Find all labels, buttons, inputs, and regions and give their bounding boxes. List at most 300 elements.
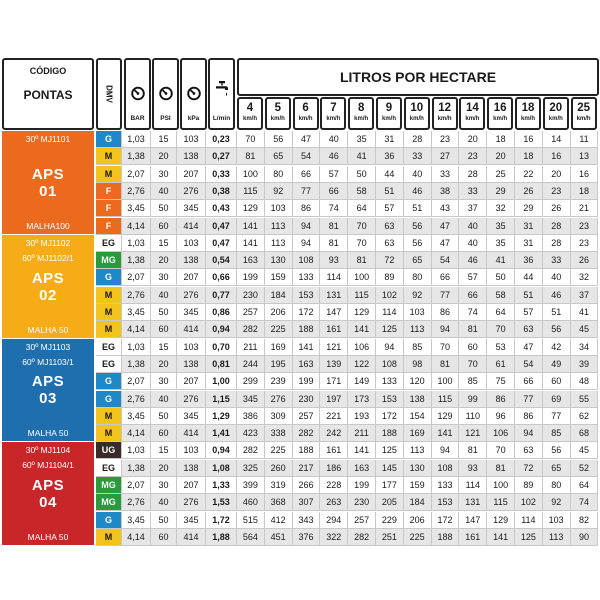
psi-cell: 15 <box>151 339 177 356</box>
liters-per-hectare-cell: 184 <box>265 287 293 304</box>
liters-per-hectare-cell: 94 <box>432 442 460 459</box>
liters-per-hectare-cell: 26 <box>571 252 599 269</box>
liters-per-hectare-cell: 31 <box>515 218 543 235</box>
speed-header-10 <box>404 97 430 130</box>
header-kpa <box>180 58 207 130</box>
liters-per-hectare-cell: 23 <box>543 183 571 200</box>
liters-per-hectare-cell: 106 <box>348 339 376 356</box>
liters-per-hectare-cell: 33 <box>459 183 487 200</box>
liters-per-hectare-cell: 103 <box>543 512 571 529</box>
liters-per-hectare-cell: 244 <box>237 356 265 373</box>
liters-per-hectare-cell: 81 <box>237 148 265 165</box>
liters-per-hectare-cell: 41 <box>487 252 515 269</box>
dmv-cell: M <box>96 148 122 165</box>
liters-per-hectare-cell: 54 <box>293 148 321 165</box>
liters-per-hectare-cell: 81 <box>459 321 487 338</box>
psi-cell: 40 <box>151 287 177 304</box>
speed-unit: km/h <box>381 116 396 122</box>
liters-per-hectare-cell: 23 <box>571 235 599 252</box>
speed-header-9 <box>376 97 402 130</box>
lmin-cell: 1,15 <box>206 391 237 408</box>
kpa-cell: 138 <box>177 148 206 165</box>
liters-per-hectare-cell: 77 <box>432 287 460 304</box>
lmin-cell: 1,72 <box>206 512 237 529</box>
speed-value: 7 <box>330 102 337 114</box>
liters-per-hectare-cell: 103 <box>265 200 293 217</box>
psi-cell: 30 <box>151 477 177 494</box>
dmv-cell: M <box>96 425 122 442</box>
liters-per-hectare-cell: 25 <box>487 166 515 183</box>
bar-cell: 3,45 <box>122 408 151 425</box>
liters-per-hectare-cell: 115 <box>348 287 376 304</box>
liters-per-hectare-cell: 282 <box>293 425 321 442</box>
psi-cell: 30 <box>151 166 177 183</box>
bar-cell: 2,07 <box>122 269 151 286</box>
lmin-cell: 1,08 <box>206 460 237 477</box>
dmv-cell: M <box>96 287 122 304</box>
liters-per-hectare-cell: 35 <box>487 218 515 235</box>
lmin-cell: 0,33 <box>206 166 237 183</box>
nozzle-code: 30º MJ1104 <box>25 445 71 456</box>
liters-per-hectare-cell: 141 <box>237 218 265 235</box>
liters-per-hectare-cell: 37 <box>571 287 599 304</box>
liters-per-hectare-cell: 309 <box>265 408 293 425</box>
liters-per-hectare-cell: 100 <box>432 373 460 390</box>
dmv-cell: EG <box>96 235 122 252</box>
liters-per-hectare-cell: 85 <box>543 425 571 442</box>
group-name: APS 01 <box>31 165 65 200</box>
liters-per-hectare-cell: 276 <box>265 391 293 408</box>
speed-value: 9 <box>385 102 393 114</box>
liters-per-hectare-cell: 188 <box>293 442 321 459</box>
header-bar <box>124 58 151 130</box>
table-row <box>96 304 599 321</box>
bar-cell: 1,38 <box>122 148 151 165</box>
liters-per-hectare-cell: 66 <box>515 373 543 390</box>
liters-per-hectare-cell: 54 <box>515 356 543 373</box>
liters-per-hectare-cell: 564 <box>237 529 265 546</box>
liters-per-hectare-cell: 110 <box>459 408 487 425</box>
litros-title: LITROS POR HECTARE <box>339 69 497 85</box>
header-kpa-label: kPa <box>187 115 200 122</box>
kpa-cell: 138 <box>177 252 206 269</box>
kpa-cell: 103 <box>177 339 206 356</box>
liters-per-hectare-cell: 299 <box>237 373 265 390</box>
liters-per-hectare-cell: 161 <box>459 529 487 546</box>
group-name: APS 04 <box>31 477 65 512</box>
liters-per-hectare-cell: 100 <box>487 477 515 494</box>
liters-per-hectare-cell: 89 <box>515 477 543 494</box>
liters-per-hectare-cell: 16 <box>543 148 571 165</box>
liters-per-hectare-cell: 171 <box>320 373 348 390</box>
speed-header-25 <box>571 97 597 130</box>
liters-per-hectare-cell: 35 <box>487 235 515 252</box>
dmv-cell: UG <box>96 442 122 459</box>
liters-per-hectare-cell: 70 <box>459 356 487 373</box>
table-row <box>96 183 599 200</box>
group-name: APS 03 <box>31 373 65 408</box>
liters-per-hectare-cell: 70 <box>432 339 460 356</box>
speed-header-7 <box>320 97 346 130</box>
liters-per-hectare-cell: 77 <box>293 183 321 200</box>
table-row <box>96 512 599 529</box>
liters-per-hectare-cell: 141 <box>348 321 376 338</box>
table-row <box>96 477 599 494</box>
lmin-cell: 0,94 <box>206 442 237 459</box>
liters-per-hectare-cell: 53 <box>487 339 515 356</box>
lmin-cell: 0,77 <box>206 287 237 304</box>
liters-per-hectare-cell: 121 <box>320 339 348 356</box>
speed-value: 8 <box>357 102 365 114</box>
nozzle-code: 30º MJ1102 <box>25 237 71 248</box>
liters-per-hectare-cell: 211 <box>237 339 265 356</box>
kpa-cell: 414 <box>177 425 206 442</box>
liters-per-hectare-cell: 257 <box>293 408 321 425</box>
mesh-label: MALHA 50 <box>27 428 69 439</box>
liters-per-hectare-cell: 65 <box>265 148 293 165</box>
dmv-cell: EG <box>96 339 122 356</box>
speed-unit: km/h <box>354 116 369 122</box>
bar-cell: 2,07 <box>122 166 151 183</box>
speed-unit: km/h <box>409 116 424 122</box>
dmv-cell: EG <box>96 356 122 373</box>
liters-per-hectare-cell: 57 <box>376 200 404 217</box>
psi-cell: 50 <box>151 408 177 425</box>
liters-per-hectare-cell: 40 <box>543 269 571 286</box>
psi-cell: 50 <box>151 200 177 217</box>
header-pontas-label: PONTAS <box>23 88 73 102</box>
kpa-cell: 276 <box>177 391 206 408</box>
mesh-label: MALHA 50 <box>27 532 69 543</box>
liters-per-hectare-cell: 139 <box>320 356 348 373</box>
liters-per-hectare-cell: 94 <box>293 235 321 252</box>
speed-header-5 <box>265 97 291 130</box>
speed-value: 20 <box>549 102 563 114</box>
liters-per-hectare-cell: 141 <box>293 339 321 356</box>
header-psi <box>152 58 179 130</box>
liters-per-hectare-cell: 113 <box>404 321 432 338</box>
liters-per-hectare-cell: 338 <box>265 425 293 442</box>
nozzle-group-aps-01 <box>2 131 94 234</box>
liters-per-hectare-cell: 37 <box>459 200 487 217</box>
liters-per-hectare-cell: 93 <box>320 252 348 269</box>
liters-per-hectare-cell: 70 <box>487 321 515 338</box>
speed-value: 6 <box>302 102 309 114</box>
liters-per-hectare-cell: 141 <box>237 235 265 252</box>
liters-per-hectare-cell: 86 <box>432 304 460 321</box>
lmin-cell: 1,00 <box>206 373 237 390</box>
liters-per-hectare-cell: 74 <box>459 304 487 321</box>
kpa-cell: 207 <box>177 373 206 390</box>
liters-per-hectare-cell: 23 <box>432 131 460 148</box>
liters-per-hectare-cell: 74 <box>571 494 599 511</box>
speed-header-12 <box>432 97 458 130</box>
psi-cell: 60 <box>151 529 177 546</box>
liters-per-hectare-cell: 172 <box>293 304 321 321</box>
liters-per-hectare-cell: 68 <box>571 425 599 442</box>
speed-unit: km/h <box>298 116 313 122</box>
liters-per-hectare-cell: 50 <box>487 269 515 286</box>
speed-unit: km/h <box>437 116 452 122</box>
liters-per-hectare-cell: 51 <box>404 200 432 217</box>
liters-per-hectare-cell: 138 <box>404 391 432 408</box>
kpa-cell: 414 <box>177 321 206 338</box>
dmv-cell: M <box>96 304 122 321</box>
nozzle-code: 60º MJ1103/1 <box>22 356 74 367</box>
liters-per-hectare-cell: 94 <box>432 321 460 338</box>
liters-per-hectare-cell: 92 <box>404 287 432 304</box>
dmv-cell: MG <box>96 477 122 494</box>
kpa-cell: 414 <box>177 218 206 235</box>
lmin-cell: 0,70 <box>206 339 237 356</box>
liters-per-hectare-cell: 38 <box>432 183 460 200</box>
liters-per-hectare-cell: 72 <box>376 252 404 269</box>
lmin-cell: 0,47 <box>206 218 237 235</box>
liters-per-hectare-cell: 113 <box>265 235 293 252</box>
liters-per-hectare-cell: 282 <box>237 321 265 338</box>
liters-per-hectare-cell: 42 <box>543 339 571 356</box>
liters-per-hectare-cell: 159 <box>265 269 293 286</box>
liters-per-hectare-cell: 27 <box>432 148 460 165</box>
liters-per-hectare-cell: 56 <box>543 442 571 459</box>
liters-per-hectare-cell: 28 <box>459 166 487 183</box>
dmv-cell: G <box>96 269 122 286</box>
liters-per-hectare-cell: 50 <box>348 166 376 183</box>
speed-header-8 <box>348 97 374 130</box>
psi-cell: 40 <box>151 494 177 511</box>
liters-per-hectare-cell: 99 <box>459 391 487 408</box>
liters-per-hectare-cell: 186 <box>320 460 348 477</box>
mesh-label: MALHA 50 <box>27 324 69 335</box>
bar-cell: 1,03 <box>122 235 151 252</box>
lmin-cell: 0,47 <box>206 235 237 252</box>
liters-per-hectare-cell: 81 <box>459 442 487 459</box>
pressure-gauge-icon <box>186 86 201 106</box>
liters-per-hectare-cell: 147 <box>320 304 348 321</box>
liters-per-hectare-cell: 55 <box>571 391 599 408</box>
table-row <box>96 200 599 217</box>
liters-per-hectare-cell: 31 <box>515 235 543 252</box>
liters-per-hectare-cell: 103 <box>404 304 432 321</box>
liters-per-hectare-cell: 106 <box>487 425 515 442</box>
liters-per-hectare-cell: 113 <box>543 529 571 546</box>
liters-per-hectare-cell: 47 <box>515 339 543 356</box>
liters-per-hectare-cell: 54 <box>432 252 460 269</box>
header-bar-label: BAR <box>130 115 145 122</box>
liters-per-hectare-cell: 64 <box>487 304 515 321</box>
liters-per-hectare-cell: 94 <box>515 425 543 442</box>
liters-per-hectare-cell: 57 <box>459 269 487 286</box>
table-row <box>96 529 599 546</box>
liters-per-hectare-cell: 147 <box>459 512 487 529</box>
bar-cell: 3,45 <box>122 512 151 529</box>
psi-cell: 20 <box>151 148 177 165</box>
kpa-cell: 414 <box>177 529 206 546</box>
bar-cell: 2,07 <box>122 373 151 390</box>
liters-per-hectare-cell: 80 <box>265 166 293 183</box>
table-row <box>96 269 599 286</box>
liters-per-hectare-cell: 120 <box>404 373 432 390</box>
liters-per-hectare-cell: 14 <box>543 131 571 148</box>
dmv-cell: G <box>96 373 122 390</box>
pressure-gauge-icon <box>130 86 145 106</box>
liters-per-hectare-cell: 199 <box>237 269 265 286</box>
speed-unit: km/h <box>520 116 535 122</box>
liters-per-hectare-cell: 163 <box>348 460 376 477</box>
speed-unit: km/h <box>270 116 285 122</box>
liters-per-hectare-cell: 141 <box>487 529 515 546</box>
liters-per-hectare-cell: 13 <box>571 148 599 165</box>
bar-cell: 2,76 <box>122 391 151 408</box>
liters-per-hectare-cell: 90 <box>571 529 599 546</box>
liters-per-hectare-cell: 188 <box>432 529 460 546</box>
liters-per-hectare-cell: 108 <box>293 252 321 269</box>
liters-per-hectare-cell: 161 <box>320 442 348 459</box>
liters-per-hectare-cell: 125 <box>376 442 404 459</box>
liters-per-hectare-cell: 60 <box>543 373 571 390</box>
liters-per-hectare-cell: 63 <box>515 442 543 459</box>
liters-per-hectare-cell: 188 <box>293 321 321 338</box>
nozzle-code: 60º MJ1104/1 <box>22 460 74 471</box>
liters-per-hectare-cell: 141 <box>432 425 460 442</box>
header-dmv <box>96 58 122 130</box>
liters-per-hectare-cell: 52 <box>571 460 599 477</box>
liters-per-hectare-cell: 57 <box>515 304 543 321</box>
liters-per-hectare-cell: 282 <box>348 529 376 546</box>
bar-cell: 4,14 <box>122 425 151 442</box>
liters-per-hectare-cell: 153 <box>432 494 460 511</box>
liters-per-hectare-cell: 70 <box>348 218 376 235</box>
liters-per-hectare-cell: 131 <box>459 494 487 511</box>
liters-per-hectare-cell: 412 <box>265 512 293 529</box>
dmv-cell: MG <box>96 494 122 511</box>
lmin-cell: 0,81 <box>206 356 237 373</box>
liters-per-hectare-cell: 242 <box>320 425 348 442</box>
liters-per-hectare-cell: 206 <box>265 304 293 321</box>
speed-value: 5 <box>274 102 281 114</box>
psi-cell: 15 <box>151 235 177 252</box>
liters-per-hectare-cell: 77 <box>543 408 571 425</box>
liters-per-hectare-cell: 18 <box>571 183 599 200</box>
kpa-cell: 138 <box>177 460 206 477</box>
nozzle-code: 30º MJ1103 <box>25 341 71 352</box>
liters-per-hectare-cell: 460 <box>237 494 265 511</box>
table-row <box>96 373 599 390</box>
liters-per-hectare-cell: 100 <box>237 166 265 183</box>
liters-per-hectare-cell: 92 <box>543 494 571 511</box>
lmin-cell: 1,29 <box>206 408 237 425</box>
bar-cell: 2,76 <box>122 287 151 304</box>
header-codigo-label: CÓDIGO <box>29 66 67 76</box>
liters-per-hectare-cell: 32 <box>571 269 599 286</box>
dmv-cell: F <box>96 218 122 235</box>
liters-per-hectare-cell: 47 <box>432 218 460 235</box>
speed-value: 14 <box>465 102 479 114</box>
liters-per-hectare-cell: 184 <box>404 494 432 511</box>
nozzle-group-aps-03 <box>2 339 94 442</box>
liters-per-hectare-cell: 86 <box>515 408 543 425</box>
header-lmin <box>208 58 235 130</box>
speed-unit: km/h <box>548 116 563 122</box>
psi-cell: 50 <box>151 304 177 321</box>
psi-cell: 40 <box>151 183 177 200</box>
table-row <box>96 339 599 356</box>
liters-per-hectare-cell: 125 <box>376 321 404 338</box>
liters-per-hectare-cell: 56 <box>404 218 432 235</box>
liters-per-hectare-cell: 98 <box>404 356 432 373</box>
kpa-cell: 276 <box>177 287 206 304</box>
pressure-gauge-icon <box>158 86 173 106</box>
table-row <box>96 494 599 511</box>
liters-per-hectare-cell: 195 <box>265 356 293 373</box>
table-row <box>96 235 599 252</box>
table-row <box>96 442 599 459</box>
liters-per-hectare-cell: 93 <box>459 460 487 477</box>
liters-per-hectare-cell: 230 <box>293 391 321 408</box>
liters-per-hectare-cell: 45 <box>571 321 599 338</box>
dmv-cell: M <box>96 321 122 338</box>
speed-value: 18 <box>521 102 535 114</box>
liters-per-hectare-cell: 263 <box>320 494 348 511</box>
liters-per-hectare-cell: 113 <box>265 218 293 235</box>
liters-per-hectare-cell: 16 <box>571 166 599 183</box>
speed-value: 10 <box>410 102 424 114</box>
table-row <box>96 252 599 269</box>
liters-per-hectare-cell: 100 <box>348 269 376 286</box>
liters-per-hectare-cell: 63 <box>376 218 404 235</box>
liters-per-hectare-cell: 40 <box>459 218 487 235</box>
dmv-cell: M <box>96 529 122 546</box>
kpa-cell: 207 <box>177 477 206 494</box>
liters-per-hectare-cell: 20 <box>459 131 487 148</box>
bar-cell: 3,45 <box>122 304 151 321</box>
bar-cell: 2,76 <box>122 183 151 200</box>
liters-per-hectare-cell: 39 <box>571 356 599 373</box>
liters-per-hectare-cell: 225 <box>265 321 293 338</box>
lmin-cell: 1,88 <box>206 529 237 546</box>
header-psi-label: PSI <box>160 115 171 122</box>
kpa-cell: 138 <box>177 356 206 373</box>
liters-per-hectare-cell: 34 <box>571 339 599 356</box>
bar-cell: 1,38 <box>122 356 151 373</box>
liters-per-hectare-cell: 133 <box>432 477 460 494</box>
liters-per-hectare-cell: 29 <box>515 200 543 217</box>
table-row <box>96 408 599 425</box>
speed-unit: km/h <box>576 116 591 122</box>
liters-per-hectare-cell: 86 <box>293 200 321 217</box>
table-row <box>96 287 599 304</box>
liters-per-hectare-cell: 46 <box>404 183 432 200</box>
liters-per-hectare-cell: 130 <box>265 252 293 269</box>
liters-per-hectare-cell: 56 <box>543 321 571 338</box>
nozzle-code: 30º MJ1101 <box>25 134 71 144</box>
liters-per-hectare-cell: 35 <box>348 131 376 148</box>
dmv-cell: EG <box>96 460 122 477</box>
table-row <box>96 131 599 148</box>
dmv-cell: F <box>96 200 122 217</box>
liters-per-hectare-cell: 65 <box>543 460 571 477</box>
liters-per-hectare-cell: 122 <box>348 356 376 373</box>
liters-per-hectare-cell: 345 <box>237 391 265 408</box>
liters-per-hectare-cell: 161 <box>320 321 348 338</box>
liters-per-hectare-cell: 41 <box>571 304 599 321</box>
kpa-cell: 345 <box>177 200 206 217</box>
lmin-cell: 0,86 <box>206 304 237 321</box>
speed-header-6 <box>293 97 319 130</box>
lmin-cell: 0,27 <box>206 148 237 165</box>
liters-per-hectare-cell: 228 <box>320 477 348 494</box>
liters-per-hectare-cell: 225 <box>265 442 293 459</box>
